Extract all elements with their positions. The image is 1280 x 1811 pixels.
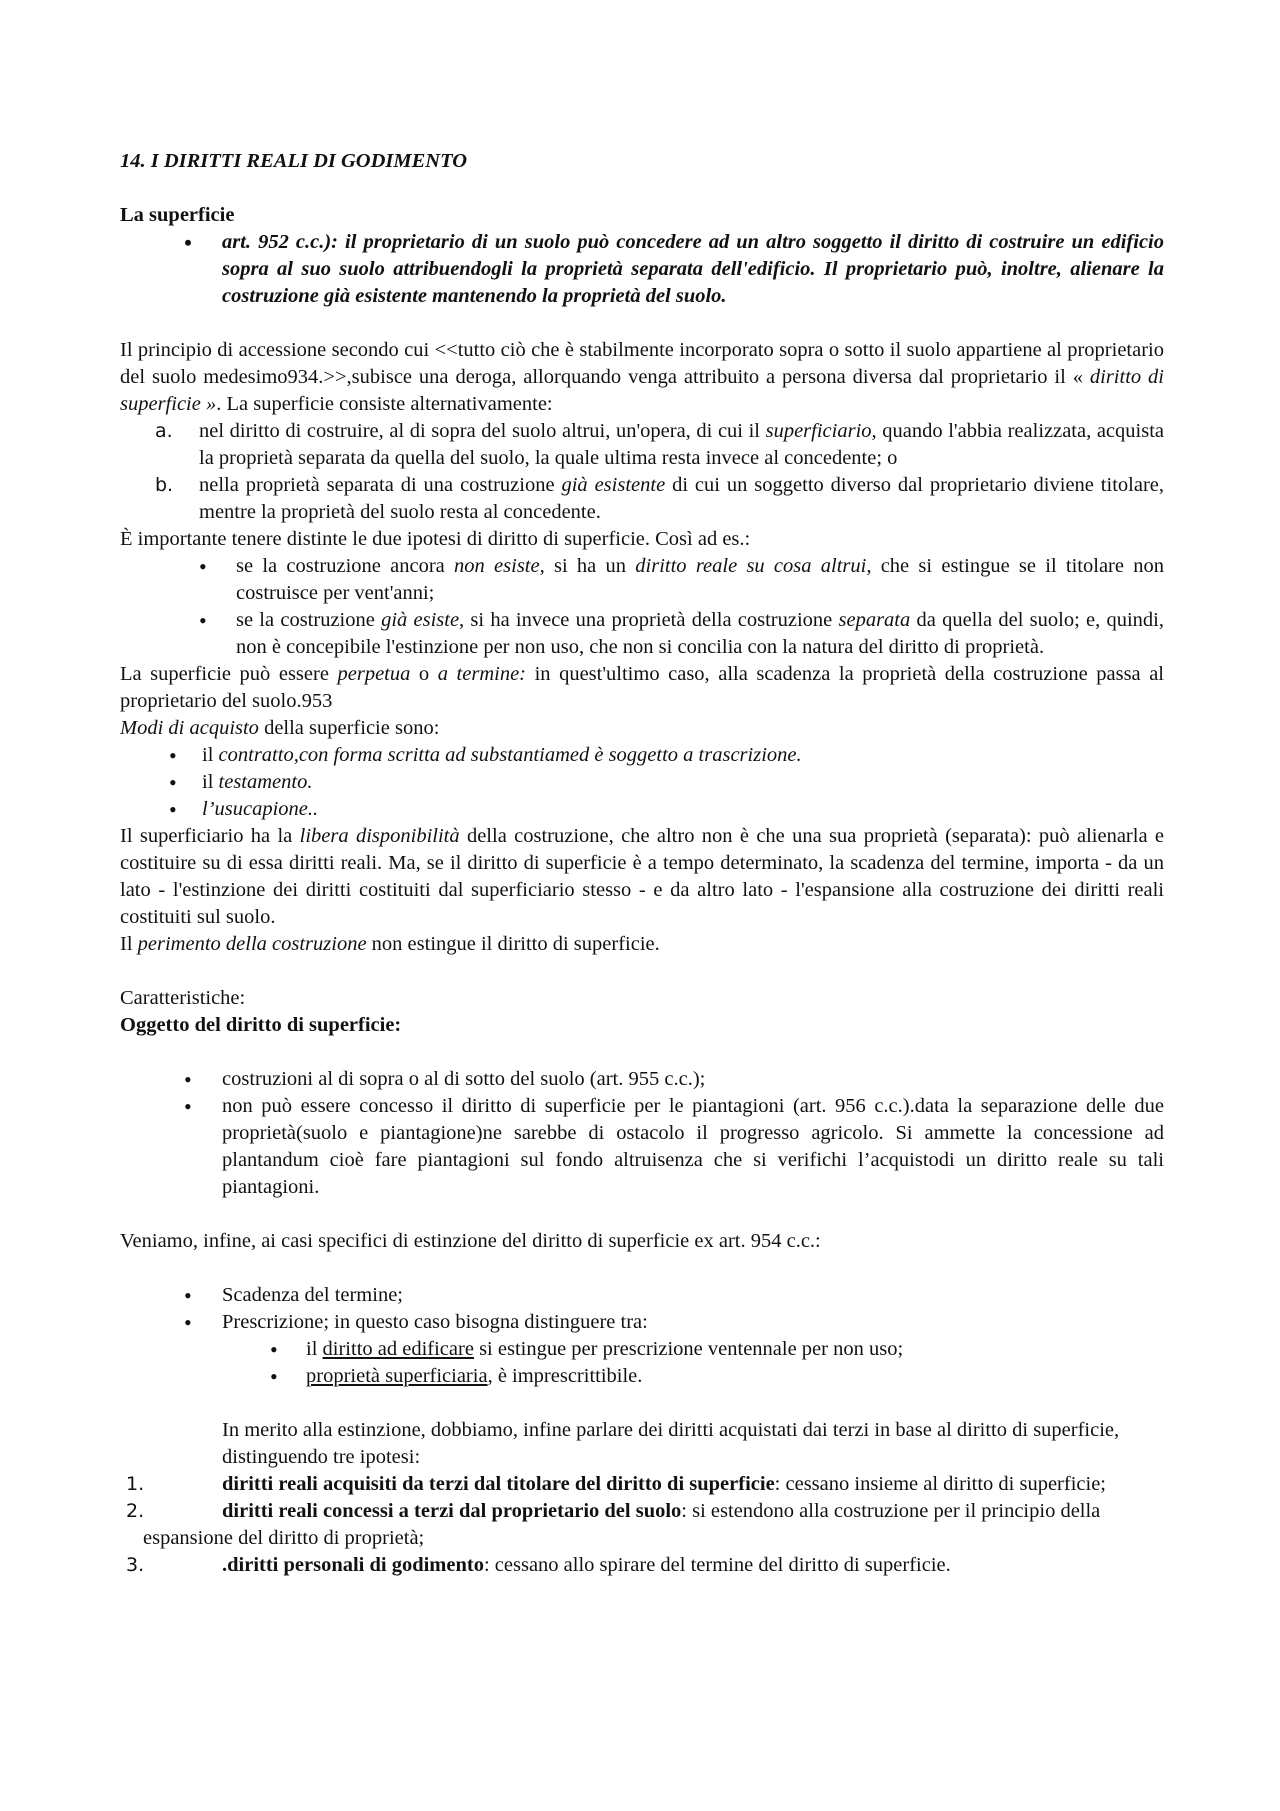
spacer	[120, 1390, 1164, 1417]
accession-paragraph: Il principio di accessione secondo cui <<tutto ciò che è stabilmente incorporato sopra o sotto il suolo appartiene al proprietario del suolo medesimo934.>>,subisce una deroga, allorquando venga attribuito a persona diversa dal proprietario il « diritto di superficie ». La superficie consiste alternativamente:	[120, 339, 1164, 415]
extinction-intro: Veniamo, infine, ai casi specifici di estinzione del diritto di superficie ex art. 954 c.c.:	[120, 1230, 821, 1252]
list-item: • il diritto ad edificare si estingue per prescrizione ventennale per non uso;	[120, 1336, 1164, 1363]
list-item: • l’usucapione..	[120, 796, 1164, 823]
list-item: b. nella proprietà separata di una costruzione già esistente di cui un soggetto diverso dal proprietario diviene titolare, mentre la proprietà del suolo resta al concedente.	[155, 474, 1164, 523]
perimento-paragraph: Il perimento della costruzione non estingue il diritto di superficie.	[120, 933, 660, 955]
art952-list	[120, 229, 1164, 310]
list-item: • Prescrizione; in questo caso bisogna distinguere tra:	[120, 1309, 1164, 1336]
third-party-intro: In merito alla estinzione, dobbiamo, infine parlare dei diritti acquistati dai terzi in base al diritto di superficie, distinguendo tre ipotesi:	[222, 1419, 1120, 1468]
spacer	[120, 1201, 1164, 1228]
acquisition-heading: Modi di acquisto della superficie sono:	[120, 717, 440, 739]
disposability-paragraph: Il superficiario ha la libera disponibilità della costruzione, che altro non è che una sua proprietà (separata): può alienarla e costituire su di essa diritti reali. Ma, se il diritto di superficie è a tempo determinato, la scadenza del termine, importa - da un lato - l'estinzione dei diritti costituiti dal superficiario stesso - e da altro lato - l'espansione alla costruzione dei diritti reali costituiti sul suolo.	[120, 825, 1164, 928]
chapter-title: 14. I DIRITTI REALI DI GODIMENTO	[120, 150, 468, 172]
object-list	[120, 1066, 1164, 1201]
third-party-list	[120, 1471, 1164, 1579]
spacer	[120, 1255, 1164, 1282]
list-item: • se la costruzione già esiste, si ha invece una proprietà della costruzione separata da quella del suolo; e, quindi, non è concepibile l'estinzione per non uso, che non si concilia con la natura del diritto di proprietà.	[120, 607, 1164, 661]
duration-paragraph: La superficie può essere perpetua o a termine: in quest'ultimo caso, alla scadenza la proprietà della costruzione passa al proprietario del suolo.953	[120, 663, 1165, 712]
list-item: a. nel diritto di costruire, al di sopra del suolo altrui, un'opera, di cui il superficiario, quando l'abbia realizzata, acquista la proprietà separata da quella del suolo, la quale ultima resta invece al concedente; o	[155, 420, 1164, 469]
list-item: 1. diritti reali acquisiti da terzi dal titolare del diritto di superficie: cessano insieme al diritto di superficie;	[126, 1473, 1106, 1495]
list-item: • il testamento.	[120, 769, 1164, 796]
list-item: • il contratto,con forma scritta ad substantiamed è soggetto a trascrizione.	[120, 742, 1164, 769]
document-page	[120, 148, 1164, 1579]
list-item: • non può essere concesso il diritto di superficie per le piantagioni (art. 956 c.c.).data la separazione delle due proprietà(suolo e piantagione)ne sarebbe di ostacolo il progresso agricolo. Si ammette la concessione ad plantandum cioè fare piantagioni sul fondo altruisenza che si verifichi l’acquistodi un diritto reale su tali piantagioni.	[120, 1093, 1164, 1201]
distinction-paragraph: È importante tenere distinte le due ipotesi di diritto di superficie. Così ad es.:	[120, 528, 751, 550]
art952-item: • art. 952 c.c.): il proprietario di un suolo può concedere ad un altro soggetto il diritto di costruire un edificio sopra al suo suolo attribuendogli la proprietà separata dell'edificio. Il proprietario può, inoltre, alienare la costruzione già esistente mantenendo la proprietà del suolo.	[120, 229, 1164, 310]
spacer	[120, 310, 1164, 337]
extinction-list	[120, 1282, 1164, 1336]
list-item: • Scadenza del termine;	[120, 1282, 1164, 1309]
object-heading: Oggetto del diritto di superficie:	[120, 1014, 402, 1036]
list-item: • proprietà superficiaria, è imprescrittibile.	[120, 1363, 1164, 1390]
list-item: 2. diritti reali concessi a terzi dal proprietario del suolo: si estendono alla costruzione per il principio della espansione del diritto di proprietà;	[126, 1500, 1101, 1549]
hypotheses-list	[120, 553, 1164, 661]
prescription-list	[120, 1336, 1164, 1390]
alternatives-list	[120, 418, 1164, 526]
list-item: 3. .diritti personali di godimento: cessano allo spirare del termine del diritto di superficie.	[126, 1554, 951, 1576]
spacer	[120, 1039, 1164, 1066]
acquisition-list	[120, 742, 1164, 823]
characteristics-label: Caratteristiche:	[120, 987, 246, 1009]
list-item: • se la costruzione ancora non esiste, si ha un diritto reale su cosa altrui, che si estingue se il titolare non costruisce per vent'anni;	[120, 553, 1164, 607]
spacer	[120, 958, 1164, 985]
list-item: • costruzioni al di sopra o al di sotto del suolo (art. 955 c.c.);	[120, 1066, 1164, 1093]
section-heading: La superficie	[120, 204, 235, 226]
